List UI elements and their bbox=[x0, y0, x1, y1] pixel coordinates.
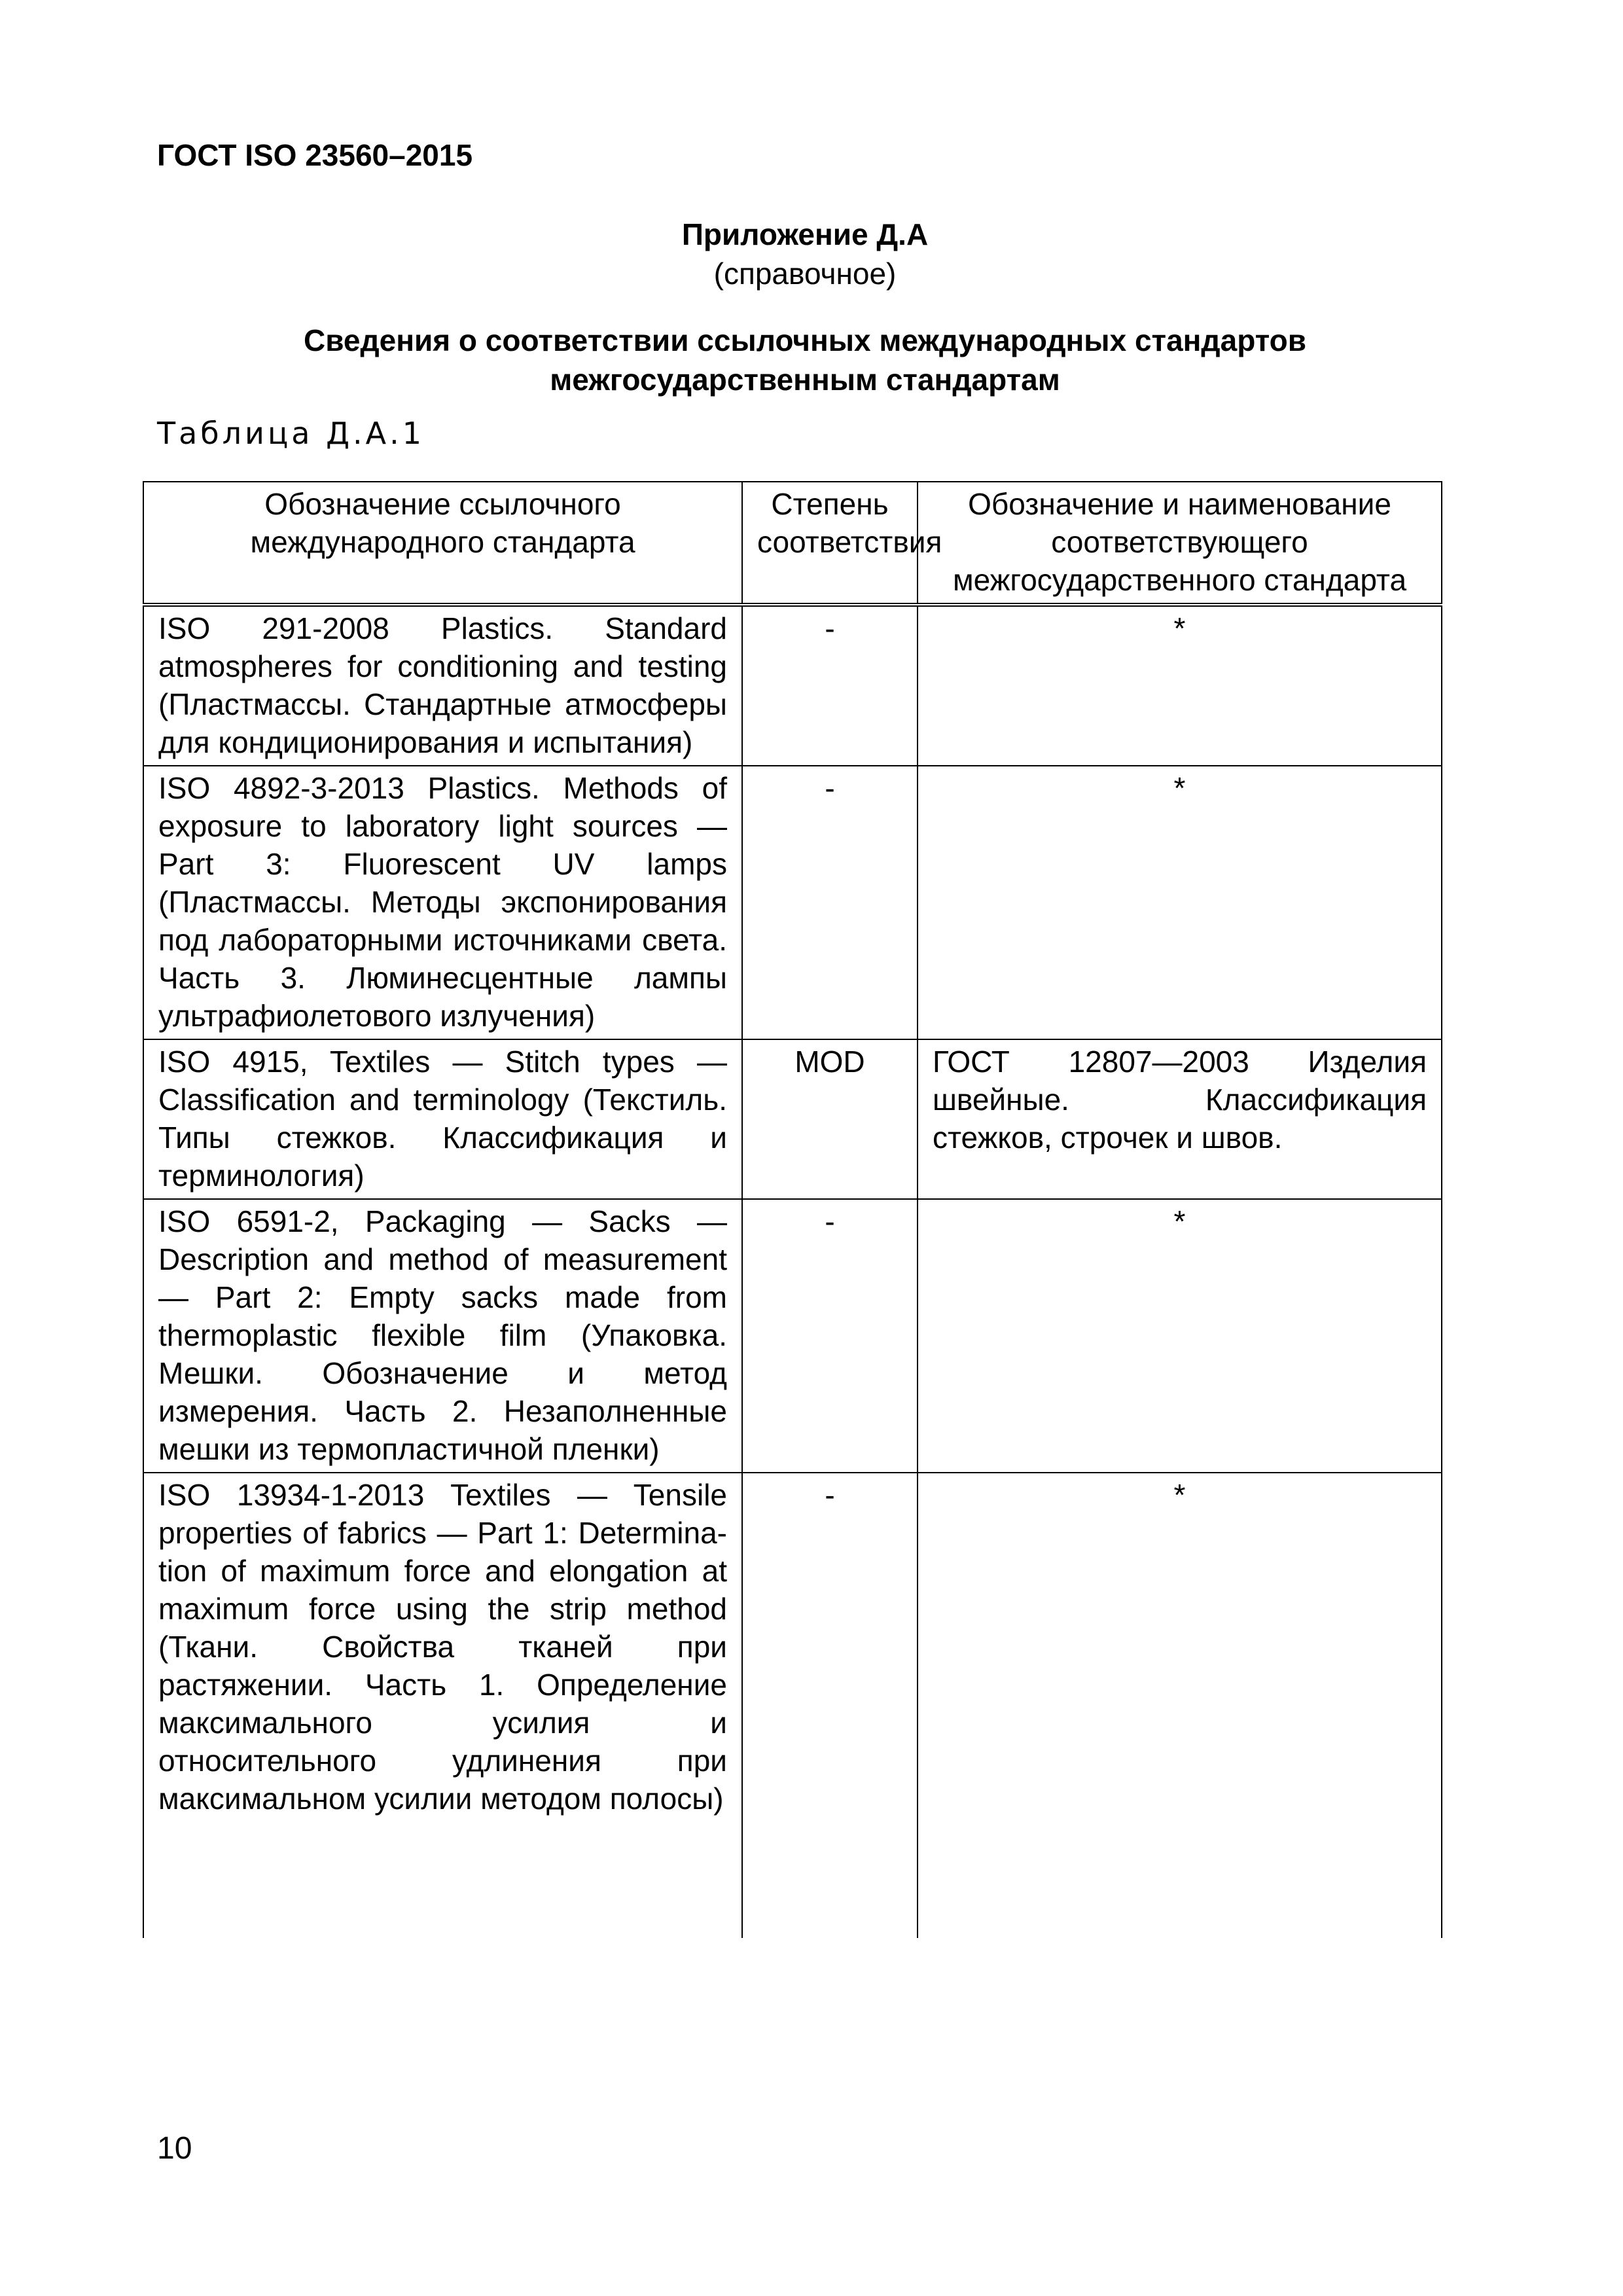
table-row bbox=[143, 1473, 1442, 1938]
cell-standard: ISO 6591-2, Packaging — Sacks — Description and method of measurement — Part 2: Empty sacks made from thermoplastic flexible film (Упаковка. Мешки. Обозначение и метод измерения. Часть 2. Незаполненные мешки из термопластичной пленки) bbox=[143, 1199, 742, 1473]
appendix-title: Приложение Д.А bbox=[681, 217, 929, 251]
cell-gost: ГОСТ 12807—2003 Изделия швейные. Классификация стежков, строчек и швов. bbox=[918, 1039, 1442, 1199]
column-header-degree: Степень соответствия bbox=[742, 482, 918, 605]
document-code: ГОСТ ISO 23560–2015 bbox=[157, 138, 473, 172]
cell-degree: - bbox=[742, 605, 918, 766]
section-heading: Сведения о соответствии ссылочных международных стандартов межгосударственным стандартам bbox=[303, 323, 1307, 397]
cell-gost: * bbox=[918, 766, 1442, 1039]
table-row bbox=[143, 766, 1442, 1039]
page-number: 10 bbox=[157, 2131, 192, 2166]
cell-degree: MOD bbox=[742, 1039, 918, 1199]
cell-gost: * bbox=[918, 1473, 1442, 1938]
cell-standard: ISO 4892-3-2013 Plastics. Methods of exposure to laboratory light sources — Part 3: Fluorescent UV lamps (Пластмассы. Методы экспонирования под лабораторными источниками света. Часть 3. Люминесцентные лампы ультрафиолетового излучения) bbox=[143, 766, 742, 1039]
cell-standard: ISO 13934-1-2013 Textiles — Tensile properties of fabrics — Part 1: Determina-tion of maximum force and elongation at maximum force using the strip method (Ткани. Свойства тканей при растяжении. Часть 1. Определение максимального усилия и относительного удлинения при максимальном усилии методом полосы) bbox=[143, 1473, 742, 1938]
cell-gost: * bbox=[918, 1199, 1442, 1473]
table-caption: Таблица Д.А.1 bbox=[157, 416, 425, 451]
table-row bbox=[143, 605, 1442, 766]
column-header-standard: Обозначение ссылочного международного стандарта bbox=[143, 482, 742, 605]
cell-standard: ISO 4915, Textiles — Stitch types — Classification and terminology (Текстиль. Типы стежков. Классификация и терминология) bbox=[143, 1039, 742, 1199]
cell-standard: ISO 291-2008 Plastics. Standard atmospheres for conditioning and testing (Пластмассы. Стандартные атмосферы для кондиционирования и испытания) bbox=[143, 605, 742, 766]
cell-degree: - bbox=[742, 766, 918, 1039]
column-header-gost: Обозначение и наименование соответствующего межгосударственного стандарта bbox=[918, 482, 1442, 605]
table-row bbox=[143, 1199, 1442, 1473]
cell-degree: - bbox=[742, 1473, 918, 1938]
cell-gost: * bbox=[918, 605, 1442, 766]
table-header-row bbox=[143, 482, 1442, 605]
cell-degree: - bbox=[742, 1199, 918, 1473]
standards-table bbox=[143, 481, 1442, 1938]
appendix-subtitle: (справочное) bbox=[713, 257, 897, 291]
table-row bbox=[143, 1039, 1442, 1199]
